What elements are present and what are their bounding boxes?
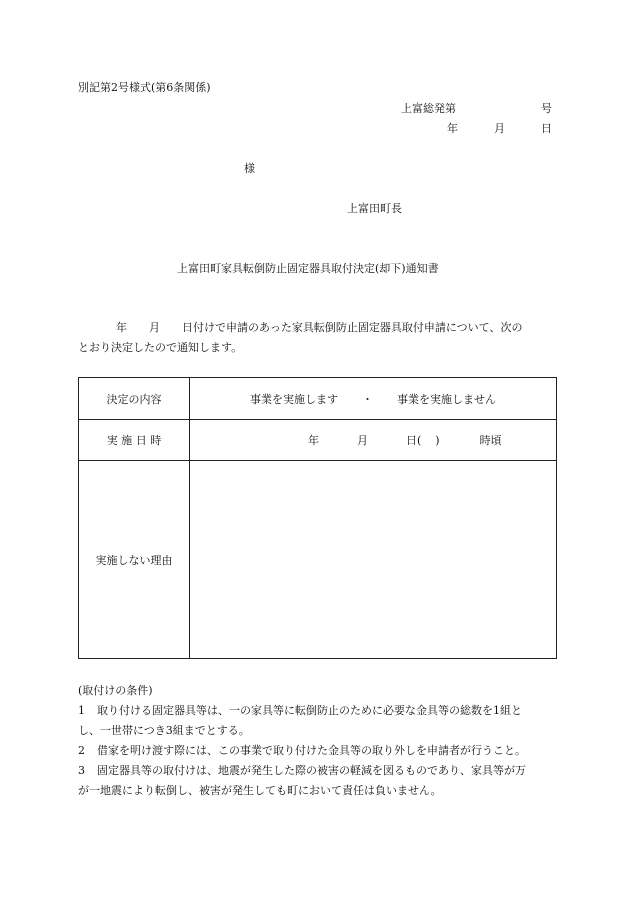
condition-number: 2 [78, 744, 85, 757]
datetime-month: 月 [357, 434, 368, 447]
condition-item [78, 744, 526, 758]
condition-text: 固定器具等の取付けは、地震が発生した際の被害の軽減を図るものであり、家具等が万 [97, 764, 526, 777]
option-implement: 事業を実施します [250, 392, 338, 406]
decision-table [78, 377, 557, 659]
form-label: 別記第2号様式(第6条関係) [78, 81, 211, 94]
datetime-day-close: ) [435, 433, 440, 447]
body-month: 月 [149, 321, 160, 334]
decision-content-value [190, 378, 556, 419]
reason-not-implemented-label: 実施しない理由 [95, 554, 173, 567]
condition-item-continued: し、一世帯につき3組までとする。 [78, 724, 250, 737]
body-year: 年 [116, 321, 127, 334]
option-not-implement: 事業を実施しません [397, 392, 496, 406]
implementation-datetime-value [190, 420, 556, 460]
reason-not-implemented-value [190, 461, 556, 659]
datetime-day: 日( [406, 434, 422, 447]
body-line2: とおり決定したので通知します。 [78, 341, 243, 354]
issue-date-day: 日 [541, 122, 552, 135]
implementation-datetime-label: 実 施 日 時 [106, 434, 162, 447]
condition-text: 取り付ける固定器具等は、一の家具等に転倒防止のために必要な金具等の総数を1組と [97, 704, 522, 717]
condition-number: 1 [78, 704, 85, 717]
datetime-year: 年 [308, 434, 319, 447]
document-title: 上富田町家具転倒防止固定器具取付決定(却下)通知書 [177, 262, 439, 275]
issuer-name: 上富田町長 [347, 202, 402, 215]
datetime-time: 時頃 [479, 434, 502, 447]
document-number-suffix: 号 [541, 102, 552, 115]
condition-item-continued: が一地震により転倒し、被害が発生しても町において責任は負いません。 [78, 784, 442, 797]
body-line1: 日付けで申請のあった家具転倒防止固定器具取付申請について、次の [182, 321, 523, 334]
condition-number: 3 [78, 764, 85, 777]
addressee-honorific: 様 [244, 162, 255, 175]
condition-item [78, 704, 522, 718]
decision-content-label: 決定の内容 [106, 392, 162, 406]
document-number-prefix: 上富総発第 [401, 102, 456, 115]
condition-item [78, 764, 526, 778]
option-separator: ・ [362, 392, 373, 406]
condition-text: 借家を明け渡す際には、この事業で取り付けた金具等の取り外しを申請者が行うこと。 [97, 744, 526, 757]
body-text [78, 321, 522, 335]
issue-date-month: 月 [494, 122, 505, 135]
issue-date-year: 年 [447, 122, 458, 135]
conditions-heading: (取付けの条件) [78, 684, 153, 697]
